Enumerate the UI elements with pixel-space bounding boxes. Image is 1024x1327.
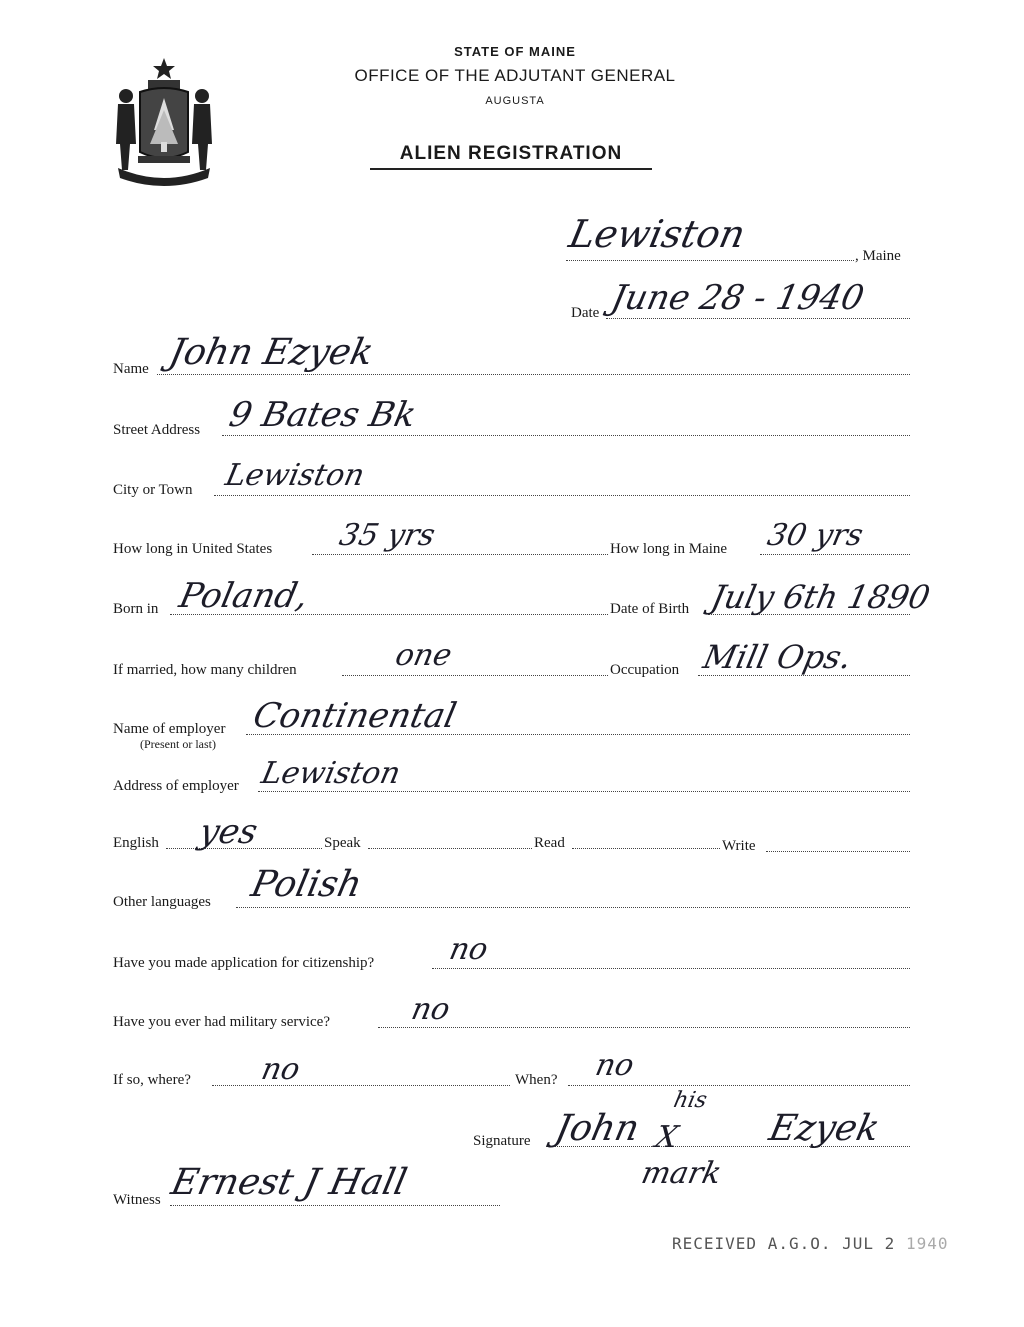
office-heading: OFFICE OF THE ADJUTANT GENERAL	[354, 66, 676, 85]
city-value: Lewiston	[222, 458, 368, 493]
english-label: English	[113, 835, 159, 851]
witness-value: Ernest J Hall	[167, 1162, 411, 1203]
how-long-us-label: How long in United States	[113, 541, 273, 557]
witness-line	[170, 1205, 500, 1206]
street-line	[222, 435, 910, 436]
married-line	[342, 675, 608, 676]
date-line	[606, 318, 910, 319]
military-line	[378, 1027, 910, 1028]
english-value: yes	[195, 812, 262, 852]
where-line	[212, 1085, 510, 1086]
write-line	[766, 851, 910, 852]
other-languages-value: Polish	[247, 864, 366, 905]
when-value: no	[592, 1048, 638, 1083]
name-label: Name	[113, 361, 149, 377]
signature-label: Signature	[473, 1133, 531, 1149]
when-line	[568, 1085, 910, 1086]
seal-text: MAINE	[143, 168, 182, 178]
city-header-value: Lewiston	[565, 212, 750, 256]
children-value: one	[392, 638, 455, 673]
military-value: no	[408, 992, 454, 1027]
speak-line	[368, 848, 532, 849]
city-heading: AUGUSTA	[485, 95, 545, 107]
maine-label: , Maine	[855, 248, 901, 264]
married-label: If married, how many children	[113, 662, 297, 678]
name-value: John Ezyek	[165, 332, 377, 373]
citizenship-value: no	[446, 932, 492, 967]
how-long-maine-value: 30 yrs	[764, 518, 867, 553]
dob-value: July 6th 1890	[707, 578, 934, 616]
date-value: June 28 - 1940	[607, 278, 868, 318]
city-header-line	[566, 260, 854, 261]
citizenship-line	[432, 968, 910, 969]
born-in-label: Born in	[113, 601, 159, 617]
received-stamp	[672, 1234, 948, 1253]
received-stamp-text: RECEIVED A.G.O. JUL 2	[672, 1234, 896, 1253]
city-label: City or Town	[113, 482, 193, 498]
name-line	[157, 374, 910, 375]
how-long-us-value: 35 yrs	[336, 518, 439, 553]
where-label: If so, where?	[113, 1072, 191, 1088]
employer-value: Continental	[249, 696, 460, 736]
how-long-maine-line	[760, 554, 910, 555]
how-long-us-line	[312, 554, 608, 555]
date-label: Date	[571, 305, 600, 321]
signature-his: his	[671, 1088, 710, 1113]
other-languages-line	[236, 907, 910, 908]
signature-first: John	[551, 1108, 643, 1149]
state-heading: STATE OF MAINE	[454, 44, 576, 59]
witness-label: Witness	[113, 1192, 161, 1208]
born-in-value: Poland,	[175, 576, 312, 616]
signature-last: Ezyek	[765, 1108, 884, 1149]
dob-label: Date of Birth	[610, 601, 690, 617]
maine-state-seal-icon	[108, 52, 220, 186]
read-line	[572, 848, 720, 849]
military-label: Have you ever had military service?	[113, 1014, 330, 1030]
speak-label: Speak	[324, 835, 361, 851]
received-stamp-year: 1940	[905, 1234, 949, 1253]
how-long-maine-label: How long in Maine	[610, 541, 728, 557]
city-line	[214, 495, 910, 496]
employer-label: Name of employer	[113, 721, 226, 737]
other-languages-label: Other languages	[113, 894, 211, 910]
signature-mark-word: mark	[638, 1156, 725, 1191]
where-value: no	[258, 1052, 304, 1087]
street-value: 9 Bates Bk	[225, 395, 420, 435]
occupation-label: Occupation	[610, 662, 680, 678]
form-title: ALIEN REGISTRATION	[370, 143, 652, 170]
street-label: Street Address	[113, 422, 201, 438]
read-label: Read	[534, 835, 565, 851]
employer-sublabel: (Present or last)	[140, 737, 216, 751]
occupation-value: Mill Ops.	[699, 638, 855, 676]
employer-address-value: Lewiston	[258, 756, 404, 791]
citizenship-label: Have you made application for citizenship?	[113, 955, 375, 971]
signature-mark: X	[652, 1120, 682, 1155]
employer-address-label: Address of employer	[113, 778, 239, 794]
when-label: When?	[515, 1072, 558, 1088]
employer-address-line	[258, 791, 910, 792]
write-label: Write	[722, 838, 756, 854]
